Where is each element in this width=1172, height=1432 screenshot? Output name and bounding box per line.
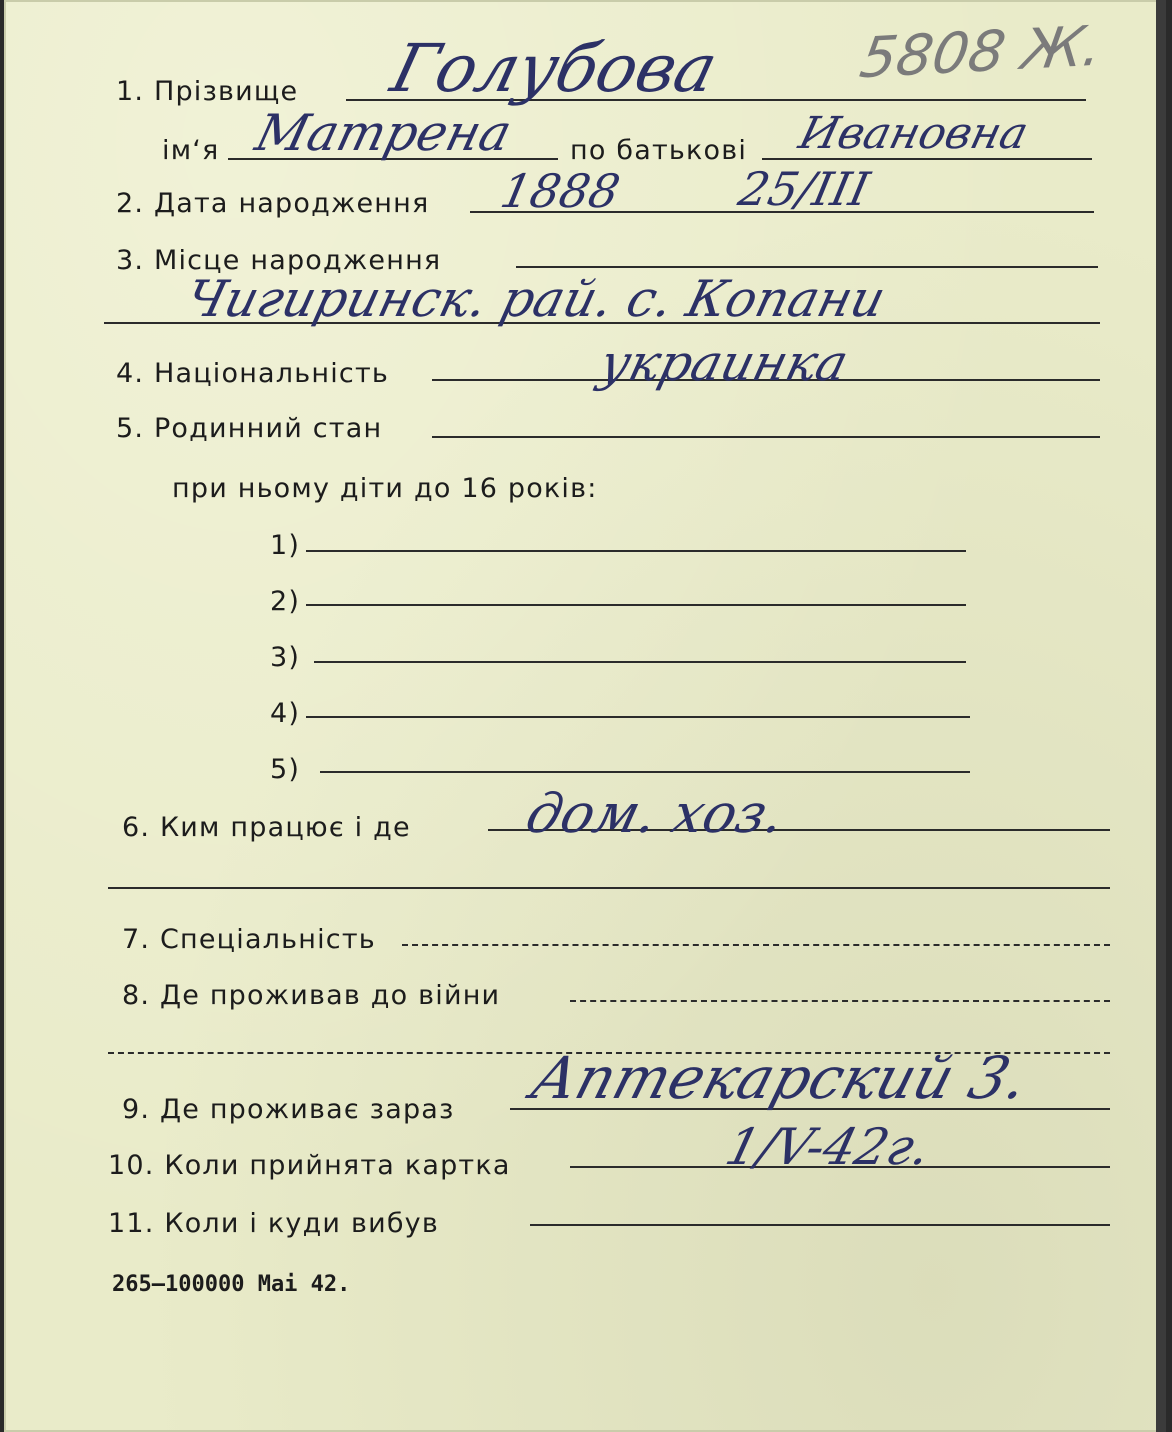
current-address-label: 9. Де проживає зараз <box>122 1094 455 1125</box>
first-name-label: ім‘я <box>162 135 220 166</box>
current-address-value: Аптекарский 3. <box>524 1044 1037 1112</box>
patronymic-label: по батькові <box>570 135 748 166</box>
child-4-line <box>306 716 970 718</box>
birth-day-month: 25/III <box>734 162 875 216</box>
family-status-label: 5. Родинний стан <box>116 413 383 444</box>
nationality-value: украинка <box>594 334 854 392</box>
archive-number: 5808 Ж. <box>855 13 1107 92</box>
print-run-footer: 265—100000 Mai 42. <box>112 1272 351 1297</box>
departure-label: 11. Коли і куди вибув <box>108 1208 439 1239</box>
specialty-label: 7. Спеціальність <box>122 924 376 955</box>
child-5-label: 5) <box>270 754 301 785</box>
occupation-line-2 <box>108 887 1110 889</box>
birth-year: 1888 <box>496 164 625 218</box>
specialty-line <box>402 944 1110 946</box>
child-4-label: 4) <box>270 698 301 729</box>
card-date-label: 10. Коли прийнята картка <box>108 1150 511 1181</box>
child-3-label: 3) <box>270 642 301 673</box>
child-1-label: 1) <box>270 530 301 561</box>
departure-line <box>530 1224 1110 1226</box>
first-name-value: Матрена <box>250 104 518 162</box>
child-2-label: 2) <box>270 586 301 617</box>
child-3-line <box>314 661 966 663</box>
child-1-line <box>306 550 966 552</box>
child-5-line <box>320 771 970 773</box>
children-label: при ньому діти до 16 років: <box>172 473 598 504</box>
birth-date-label: 2. Дата народження <box>116 188 430 219</box>
surname-value: Голубова <box>384 30 725 107</box>
prewar-address-line <box>570 1000 1110 1002</box>
family-status-line <box>432 436 1100 438</box>
prewar-address-label: 8. Де проживав до війни <box>122 980 501 1011</box>
birth-place-value: Чигиринск. рай. с. Копани <box>180 270 892 328</box>
birth-place-label: 3. Місце народження <box>116 245 442 276</box>
child-2-line <box>306 604 966 606</box>
patronymic-value: Ивановна <box>794 108 1034 159</box>
birth-place-line <box>516 266 1098 268</box>
occupation-label: 6. Ким працює і де <box>122 812 411 843</box>
nationality-label: 4. Національність <box>116 358 389 389</box>
occupation-value: дом. хоз. <box>520 782 792 845</box>
registration-card <box>4 0 1166 1432</box>
card-date-value: 1/V-42г. <box>720 1118 937 1176</box>
surname-label: 1. Прізвище <box>116 76 299 107</box>
card-edge <box>1156 0 1166 1432</box>
